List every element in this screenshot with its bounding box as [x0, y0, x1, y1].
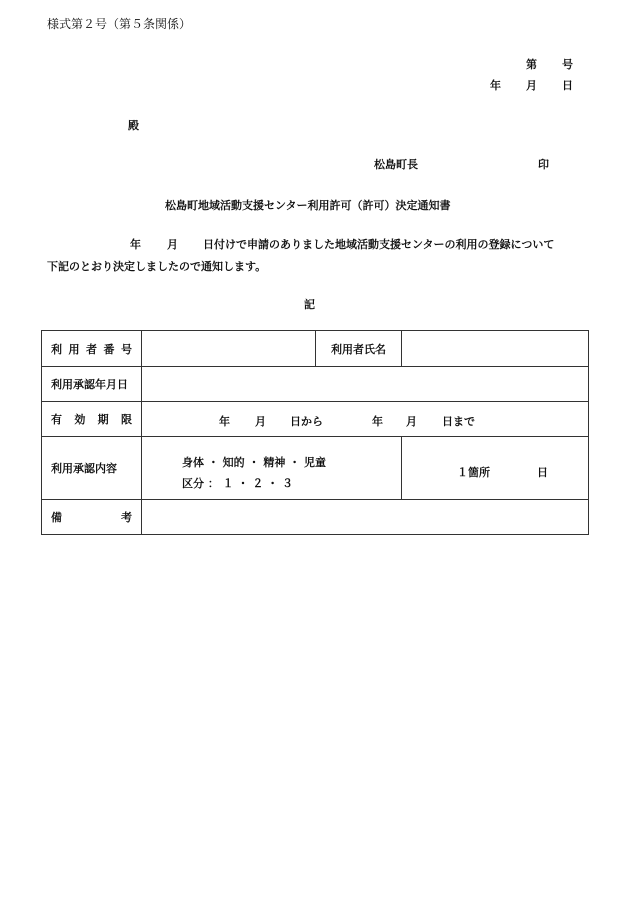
row-user-number: [42, 331, 589, 367]
validity-cell[interactable]: [142, 402, 589, 437]
body-line2: 下記のとおり決定しましたので通知します。: [47, 260, 267, 273]
details-table: [41, 330, 589, 535]
label-user-number: [42, 331, 142, 367]
header-date-year: 年: [490, 79, 501, 92]
label-approval-date: [42, 367, 142, 402]
document-number-prefix: 第: [526, 58, 537, 71]
document-title: 松島町地域活動支援センター利用許可（許可）決定通知書: [165, 199, 451, 212]
label-approval-content: [42, 437, 142, 500]
body-month: 月: [167, 238, 178, 251]
label-char: 用: [68, 342, 80, 356]
label-user-name: 利用者氏名: [316, 331, 402, 367]
header-date-month: 月: [526, 79, 537, 92]
label-char: 者: [86, 342, 97, 356]
label-char: 考: [121, 511, 132, 524]
validity-month-2: 月: [406, 415, 417, 428]
disability-category: 区分 ： １ ・ ２ ・ ３: [182, 477, 293, 490]
validity-month-1: 月: [255, 415, 266, 428]
disability-types: 身体 ・ 知的 ・ 精神 ・ 児童: [182, 456, 326, 469]
issuer-name: 松島町長: [374, 158, 418, 171]
label-text: 利用承認年月日: [51, 378, 128, 391]
label-char: 番: [103, 342, 115, 356]
seal-mark: 印: [538, 158, 549, 171]
usage-days-cell[interactable]: [402, 437, 589, 500]
usage-places: １箇所: [457, 466, 490, 479]
label-char: 期: [97, 413, 109, 426]
row-approval-content: [42, 437, 589, 500]
ki-heading: 記: [304, 298, 315, 311]
validity-year-1: 年: [219, 415, 230, 428]
body-line1: 日付けで申請のありました地域活動支援センターの利用の登録について: [203, 238, 555, 251]
row-remarks: [42, 500, 589, 535]
validity-from: 日から: [290, 415, 323, 428]
label-text: 利用承認内容: [51, 462, 117, 475]
label-remarks: [42, 500, 142, 535]
label-char: 有: [51, 413, 62, 426]
label-char: 限: [120, 413, 132, 426]
label-char: 効: [74, 413, 86, 426]
body-year: 年: [130, 238, 141, 251]
validity-until: 日まで: [442, 415, 475, 428]
header-date-day: 日: [562, 79, 573, 92]
user-name-cell[interactable]: [402, 331, 589, 367]
document-number-suffix: 号: [562, 58, 573, 71]
form-number: 様式第２号（第５条関係）: [47, 17, 192, 31]
label-char: 備: [51, 511, 62, 524]
addressee-suffix: 殿: [128, 119, 139, 132]
approval-date-cell[interactable]: [142, 367, 589, 402]
row-validity: [42, 402, 589, 437]
user-number-cell[interactable]: [142, 331, 316, 367]
label-char: 号: [121, 342, 132, 356]
approval-content-cell[interactable]: [142, 437, 402, 500]
label-validity: [42, 402, 142, 437]
row-approval-date: [42, 367, 589, 402]
validity-year-2: 年: [372, 415, 383, 428]
label-char: 利: [51, 342, 62, 356]
usage-day-unit: 日: [537, 466, 548, 479]
remarks-cell[interactable]: [142, 500, 589, 535]
